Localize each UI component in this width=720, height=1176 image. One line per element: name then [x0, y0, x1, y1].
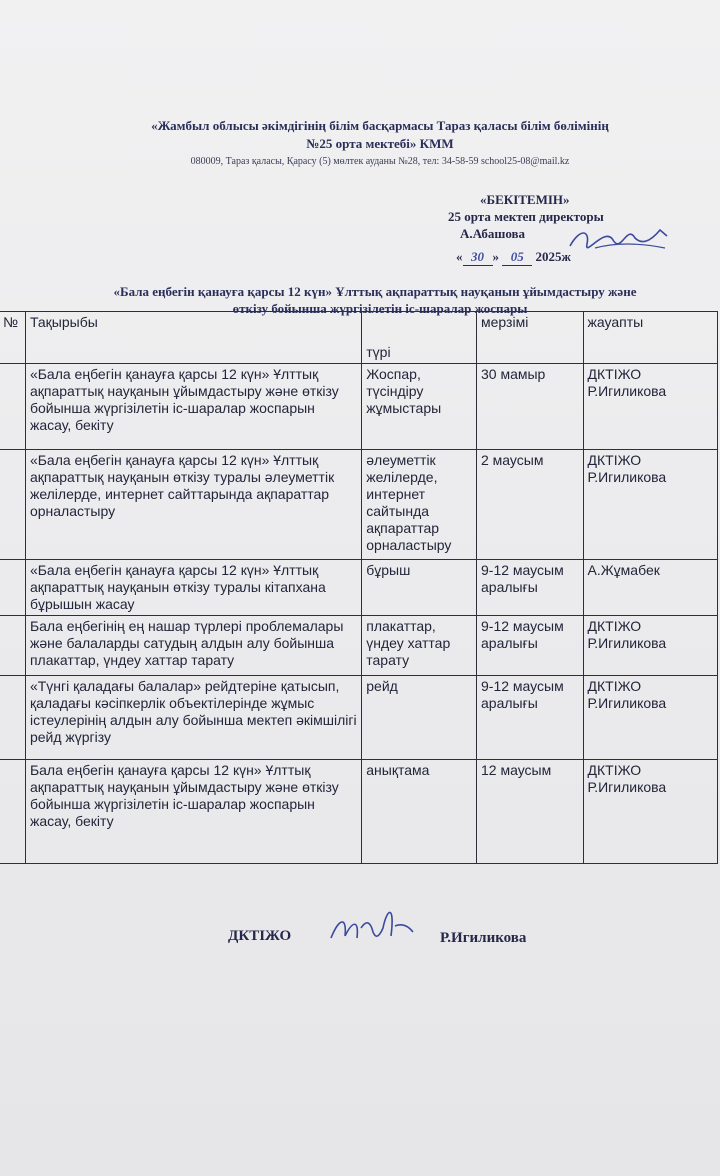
row-deadline: 9-12 маусым аралығы: [477, 560, 584, 616]
approval-date: « 30 » 05 2025ж: [456, 249, 571, 264]
header-deadline: мерзімі: [477, 312, 584, 364]
table-row: [0, 364, 718, 450]
row-type: Жоспар, түсіндіру жұмыстары: [362, 364, 477, 450]
events-table: [0, 311, 718, 864]
approval-title: «БЕКІТЕМІН»: [480, 192, 570, 207]
approval-day: 30: [463, 249, 493, 266]
row-type: плакаттар, үндеу хаттар тарату: [362, 616, 477, 676]
row-topic: «Бала еңбегін қанауға қарсы 12 күн» Ұлттық ақпараттық науқанын өткізу туралы кітапхана бұрышын жасау: [25, 560, 361, 616]
row-responsible: ДКТІЖО Р.Игиликова: [583, 676, 717, 760]
row-responsible: ДКТІЖО Р.Игиликова: [583, 616, 717, 676]
row-type: әлеуметтік желілерде, интернет сайтында ақпараттар орналастыру: [362, 450, 477, 560]
row-responsible: А.Жұмабек: [583, 560, 717, 616]
table-row: [0, 560, 718, 616]
table-row: [0, 760, 718, 864]
table-row: [0, 616, 718, 676]
row-type: бұрыш: [362, 560, 477, 616]
row-responsible: ДКТІЖО Р.Игиликова: [583, 364, 717, 450]
row-responsible: ДКТІЖО Р.Игиликова: [583, 450, 717, 560]
approval-year: 2025ж: [535, 249, 571, 264]
org-header-line-1: «Жамбыл облысы әкімдігінің білім басқармасы Тараз қаласы білім бөлімінің: [151, 118, 609, 133]
row-deadline: 9-12 маусым аралығы: [477, 676, 584, 760]
row-topic: «Бала еңбегін қанауға қарсы 12 күн» Ұлттық ақпараттық науқанын ұйымдастыру және өткізу бойынша жүргізілетін іс-шаралар жоспарын жасау, бекіту: [25, 364, 361, 450]
row-deadline: 2 маусым: [477, 450, 584, 560]
footer-name: Р.Игиликова: [440, 930, 527, 946]
plan-title-line-1: «Бала еңбегін қанауға қарсы 12 күн» Ұлттық ақпараттық науқанын ұйымдастыру және: [113, 284, 637, 299]
approval-signature: [565, 218, 675, 258]
footer-signature: [325, 898, 420, 953]
row-type: анықтама: [362, 760, 477, 864]
approval-director: 25 орта мектеп директоры: [448, 209, 604, 224]
org-header-line-2: №25 орта мектебі» КММ: [306, 136, 454, 151]
table-header-row: [0, 312, 718, 364]
row-responsible: ДКТІЖО Р.Игиликова: [583, 760, 717, 864]
row-deadline: 9-12 маусым аралығы: [477, 616, 584, 676]
header-responsible: жауапты: [583, 312, 717, 364]
row-topic: Бала еңбегін қанауға қарсы 12 күн» Ұлттық ақпараттық науқанын ұйымдастыру және өткізу бойынша жүргізілетін іс-шаралар жоспарын жасау, бекіту: [25, 760, 361, 864]
row-deadline: 12 маусым: [477, 760, 584, 864]
header-type: түрі: [362, 312, 477, 364]
approval-name: А.Абашова: [460, 226, 526, 241]
row-topic: «Түнгі қаладағы балалар» рейдтеріне қатысып, қаладағы кәсіпкерлік объектілерінде жұмыс істеулерінің алдын алу бойынша мектеп әкімшілігі рейд жүргізу: [25, 676, 361, 760]
approval-month: 05: [502, 249, 532, 266]
row-topic: Бала еңбегінің ең нашар түрлері проблемалары және балаларды сатудың алдын алу бойынша плакаттар, үндеу хаттар тарату: [25, 616, 361, 676]
org-address: 080009, Тараз қаласы, Қарасу (5) мөлтек ауданы №28, тел: 34-58-59 school25-08@mail.kz: [190, 156, 570, 167]
table-row: [0, 450, 718, 560]
row-type: рейд: [362, 676, 477, 760]
header-number: №: [0, 312, 25, 364]
header-topic: Тақырыбы: [25, 312, 361, 364]
footer-position: ДКТІЖО: [228, 928, 292, 944]
row-topic: «Бала еңбегін қанауға қарсы 12 күн» Ұлттық ақпараттық науқанын өткізу туралы әлеуметтік желілерде, интернет сайттарында ақпараттар орналастыру: [25, 450, 361, 560]
table-row: [0, 676, 718, 760]
plan-title-line-2: өткізу бойынша жүргізілетін іс-шаралар жоспары: [232, 301, 528, 316]
row-deadline: 30 мамыр: [477, 364, 584, 450]
